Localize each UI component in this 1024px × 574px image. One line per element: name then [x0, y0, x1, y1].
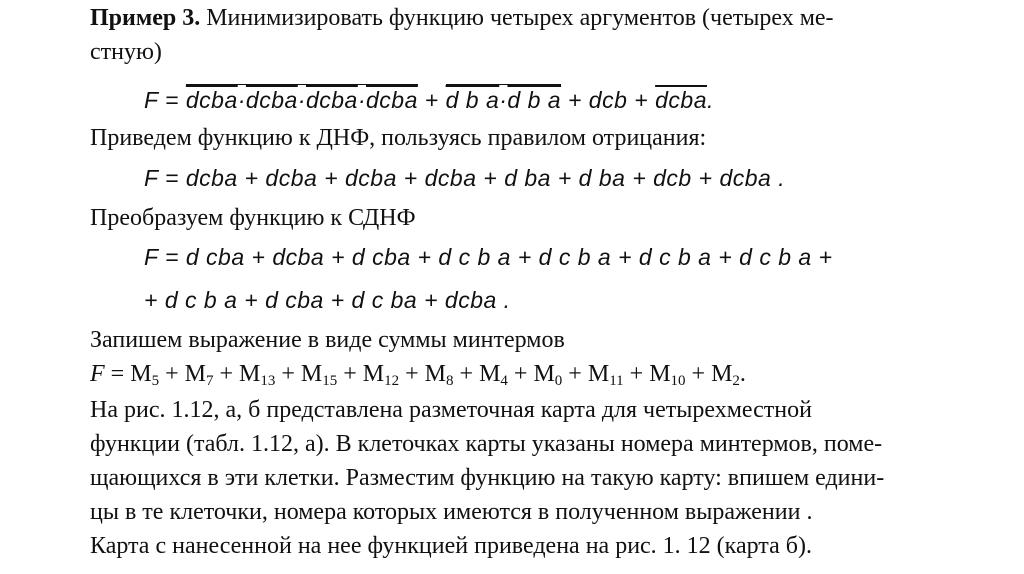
formula-lhs: F =	[144, 87, 186, 113]
paragraph-line-2: функции (табл. 1.12, а). В клеточках карты указаны номера минтермов, поме-	[90, 431, 883, 457]
minterm: $M_5$	[130, 361, 160, 389]
formula-sdnf-line1: F = d cba + dcba + d cba + d c b a + d c b a + d c b a + d c b a +	[144, 244, 833, 270]
formula-original: F = dcba·dcba·dcba·dcba + d b a·d b a + dcb + dcba.	[144, 84, 714, 114]
example-label: Пример 3.	[90, 5, 201, 31]
step-minterms-text: Запишем выражение в виде суммы минтермов	[90, 327, 565, 353]
minterm: $M_{15}$	[300, 361, 338, 389]
double-negated-group: d b a·d b a	[446, 84, 561, 114]
double-negated-product: dcba·dcba·dcba·dcba	[186, 84, 418, 114]
paragraph-line-4: цы в те клеточки, номера которых имеются в полученном выражении .	[90, 499, 813, 525]
minterm: $M_{10}$	[649, 361, 686, 389]
minterm: $M_{12}$	[362, 361, 400, 389]
paragraph-line-5: Карта с нанесенной на нее функцией приведена на рис. 1. 12 (карта б).	[90, 533, 812, 559]
minterm: $M_{11}$	[587, 361, 624, 389]
minterm: $M_7$	[184, 361, 214, 389]
paragraph-line-1: На рис. 1.12, а, б представлена разметочная карта для четырехместной	[90, 397, 812, 423]
heading-line	[90, 4, 834, 32]
step-sdnf-text: Преобразуем функцию к СДНФ	[90, 205, 416, 231]
minterm: $M_{13}$	[239, 361, 276, 389]
minterm-sum: $F = M_5 + M_7 + M_{13} + M_{15} + M_{12} + M_8 + M_4 + M_0 + M_{11} + M_{10} + M_2$.	[90, 361, 746, 389]
heading-text: Минимизировать функцию четырех аргументов (четырех ме-	[200, 5, 834, 31]
minterm: $M_8$	[424, 361, 454, 389]
formula-dnf: F = dcba + dcba + dcba + dcba + d ba + d ba + dcb + dcba .	[144, 165, 786, 191]
step-dnf-text: Приведем функцию к ДНФ, пользуясь правилом отрицания:	[90, 125, 707, 151]
minterm: $M_4$	[479, 361, 508, 389]
minterm: $M_2$	[711, 361, 740, 389]
paragraph-line-3: щающихся в эти клетки. Разместим функцию на такую карту: впишем едини-	[90, 465, 885, 491]
heading-continuation: стную)	[90, 39, 162, 65]
formula-sdnf-line2: + d c b a + d cba + d c ba + dcba .	[144, 287, 511, 313]
minterm: $M_0$	[533, 361, 563, 389]
